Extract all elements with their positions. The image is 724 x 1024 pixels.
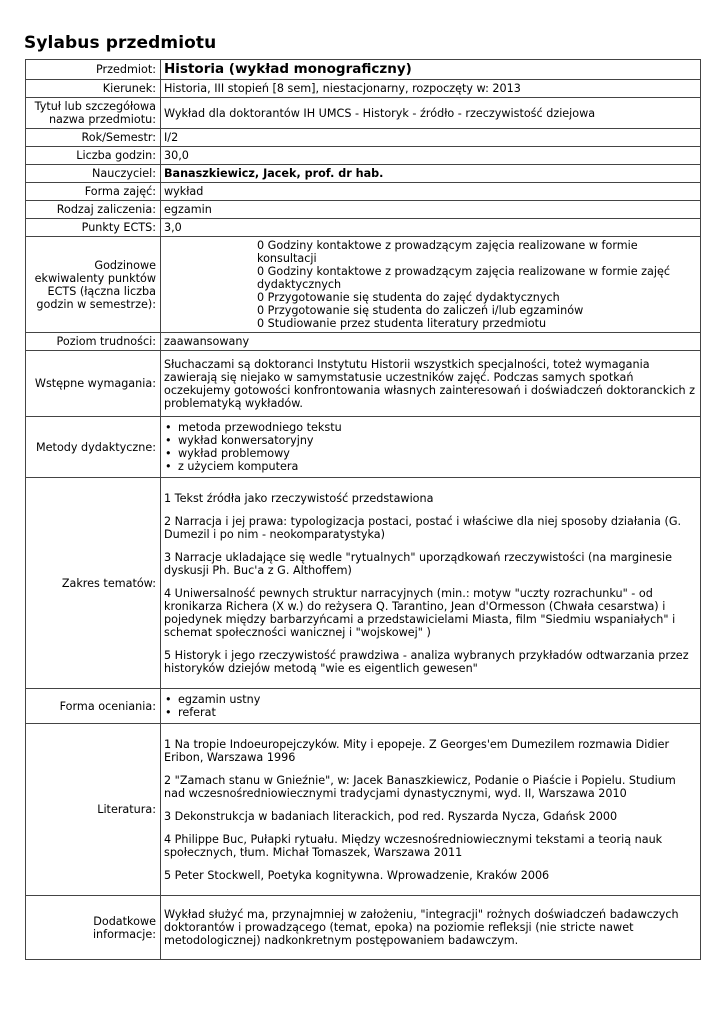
- syllabus-table: [25, 59, 701, 960]
- row-zakres: [26, 478, 701, 689]
- label-ekwiwalenty: Godzinowe ekwiwalenty punktów ECTS (łączna liczba godzin w semestrze):: [26, 237, 161, 333]
- ects-item: 0 Godziny kontaktowe z prowadzącym zajęcia realizowane w formie konsultacji: [257, 239, 638, 265]
- row-trudnosc: [26, 333, 701, 351]
- literature-item: 3 Dekonstrukcja w badaniach literackich, pod red. Ryszarda Nycza, Gdańsk 2000: [164, 809, 618, 823]
- ects-item: 0 Studiowanie przez studenta literatury przedmiotu: [257, 317, 547, 330]
- label-metody: Metody dydaktyczne:: [26, 417, 161, 478]
- row-ects: [26, 219, 701, 237]
- page-title: Sylabus przedmiotu: [24, 33, 217, 53]
- assessment-item: • referat: [164, 706, 697, 719]
- row-kierunek: [26, 80, 701, 98]
- label-wymagania: Wstępne wymagania:: [26, 351, 161, 417]
- value-zaliczenie: egzamin: [161, 201, 701, 219]
- row-rok: [26, 129, 701, 147]
- value-ocenianie: [161, 689, 701, 724]
- row-nauczyciel: [26, 165, 701, 183]
- label-ocenianie: Forma oceniania:: [26, 689, 161, 724]
- value-godziny: 30,0: [161, 147, 701, 165]
- value-trudnosc: zaawansowany: [161, 333, 701, 351]
- value-forma: wykład: [161, 183, 701, 201]
- label-forma: Forma zajęć:: [26, 183, 161, 201]
- label-rok: Rok/Semestr:: [26, 129, 161, 147]
- row-ekwiwalenty: [26, 237, 701, 333]
- value-kierunek: Historia, III stopień [8 sem], niestacjonarny, rozpoczęty w: 2013: [161, 80, 701, 98]
- value-metody: [161, 417, 701, 478]
- assessment-item: • egzamin ustny: [164, 693, 697, 706]
- value-przedmiot: Historia (wykład monograficzny): [161, 60, 701, 80]
- row-literatura: [26, 724, 701, 896]
- value-literatura: [161, 724, 701, 896]
- literature-item: 4 Philippe Buc, Pułapki rytuału. Między wczesnośredniowiecznymi tekstami a teorią nauk społecznych, tłum. Michał Tomaszek, Warszawa 2011: [164, 832, 663, 859]
- literature-item: 5 Peter Stockwell, Poetyka kognitywna. Wprowadzenie, Kraków 2006: [164, 868, 550, 882]
- row-wymagania: [26, 351, 701, 417]
- ects-item: 0 Przygotowanie się studenta do zaliczeń i/lub egzaminów: [257, 304, 584, 317]
- label-ects: Punkty ECTS:: [26, 219, 161, 237]
- method-item: • z użyciem komputera: [164, 460, 697, 473]
- value-zakres: [161, 478, 701, 689]
- row-forma: [26, 183, 701, 201]
- value-ekwiwalenty: [161, 237, 701, 333]
- label-trudnosc: Poziom trudności:: [26, 333, 161, 351]
- value-tytul: Wykład dla doktorantów IH UMCS - Historyk - źródło - rzeczywistość dziejowa: [161, 98, 701, 129]
- row-przedmiot: [26, 60, 701, 80]
- value-dodatkowe: Wykład służyć ma, przynajmniej w założeniu, "integracji" rożnych doświadczeń badawczych doktorantów i prowadzącego (temat, epoka) na poziomie refleksji (nie stricte nawet metodologicznej) nadkonkretnym postępowaniem badawczym.: [161, 896, 701, 960]
- value-nauczyciel: Banaszkiewicz, Jacek, prof. dr hab.: [161, 165, 701, 183]
- row-tytul: [26, 98, 701, 129]
- topic-item: 2 Narracja i jej prawa: typologizacja postaci, postać i właściwe dla niej sposoby działania (G. Dumezil i po nim - neokomparatystyka): [164, 514, 682, 541]
- topic-item: 5 Historyk i jego rzeczywistość prawdziwa - analiza wybranych przykładów odtwarzania przez historyków dziejów metodą "wie es eigentlich gewesen": [164, 648, 689, 675]
- literature-item: 1 Na tropie Indoeuropejczyków. Mity i epopeje. Z Georges'em Dumezilem rozmawia Didier Eribon, Warszawa 1996: [164, 737, 670, 764]
- label-przedmiot: Przedmiot:: [26, 60, 161, 80]
- value-ects: 3,0: [161, 219, 701, 237]
- row-dodatkowe: [26, 896, 701, 960]
- topic-item: 1 Tekst źródła jako rzeczywistość przedstawiona: [164, 491, 434, 505]
- topic-item: 3 Narracje ukladające się wedle "rytualnych" uporządkowań rzeczywistości (na marginesie dyskusji Ph. Buc'a z G. Althoffem): [164, 550, 673, 577]
- method-item: • metoda przewodniego tekstu: [164, 421, 697, 434]
- row-zaliczenie: [26, 201, 701, 219]
- label-literatura: Literatura:: [26, 724, 161, 896]
- topic-item: 4 Uniwersalność pewnych struktur narracyjnych (min.: motyw "uczty rozrachunku" - od kronikarza Richera (X w.) do reżysera Q. Tarantino, Jean d'Ormesson (Chwała cesarstwa) i pojedynek między barbarzyńcami a przedstawicielami Miasta, film "Siedmiu wspaniałych" i schemat społeczności wanicznej i "wojskowej" ): [164, 586, 676, 639]
- label-godziny: Liczba godzin:: [26, 147, 161, 165]
- value-rok: I/2: [161, 129, 701, 147]
- row-godziny: [26, 147, 701, 165]
- label-nauczyciel: Nauczyciel:: [26, 165, 161, 183]
- method-item: • wykład problemowy: [164, 447, 697, 460]
- value-wymagania: Słuchaczami są doktoranci Instytutu Historii wszystkich specjalności, toteż wymagania zawierają się niejako w samymstatusie uczestników zajęć. Podczas samych spotkań oczekujemy gotowości konfrontowania własnych zainteresowań i doświadczeń doktoranckich z problematyką wykładów.: [161, 351, 701, 417]
- ects-item: 0 Godziny kontaktowe z prowadzącym zajęcia realizowane w formie zajęć dydaktycznych: [257, 265, 671, 291]
- row-ocenianie: [26, 689, 701, 724]
- label-zakres: Zakres tematów:: [26, 478, 161, 689]
- ects-item: 0 Przygotowanie się studenta do zajęć dydaktycznych: [257, 291, 560, 304]
- label-kierunek: Kierunek:: [26, 80, 161, 98]
- literature-item: 2 "Zamach stanu w Gnieźnie", w: Jacek Banaszkiewicz, Podanie o Piaście i Popielu. Studium nad wczesnośredniowiecznymi tradycjami dynastycznymi, wyd. II, Warszawa 2010: [164, 773, 676, 800]
- label-dodatkowe: Dodatkowe informacje:: [26, 896, 161, 960]
- label-zaliczenie: Rodzaj zaliczenia:: [26, 201, 161, 219]
- label-tytul: Tytuł lub szczegółowa nazwa przedmiotu:: [26, 98, 161, 129]
- row-metody: [26, 417, 701, 478]
- method-item: • wykład konwersatoryjny: [164, 434, 697, 447]
